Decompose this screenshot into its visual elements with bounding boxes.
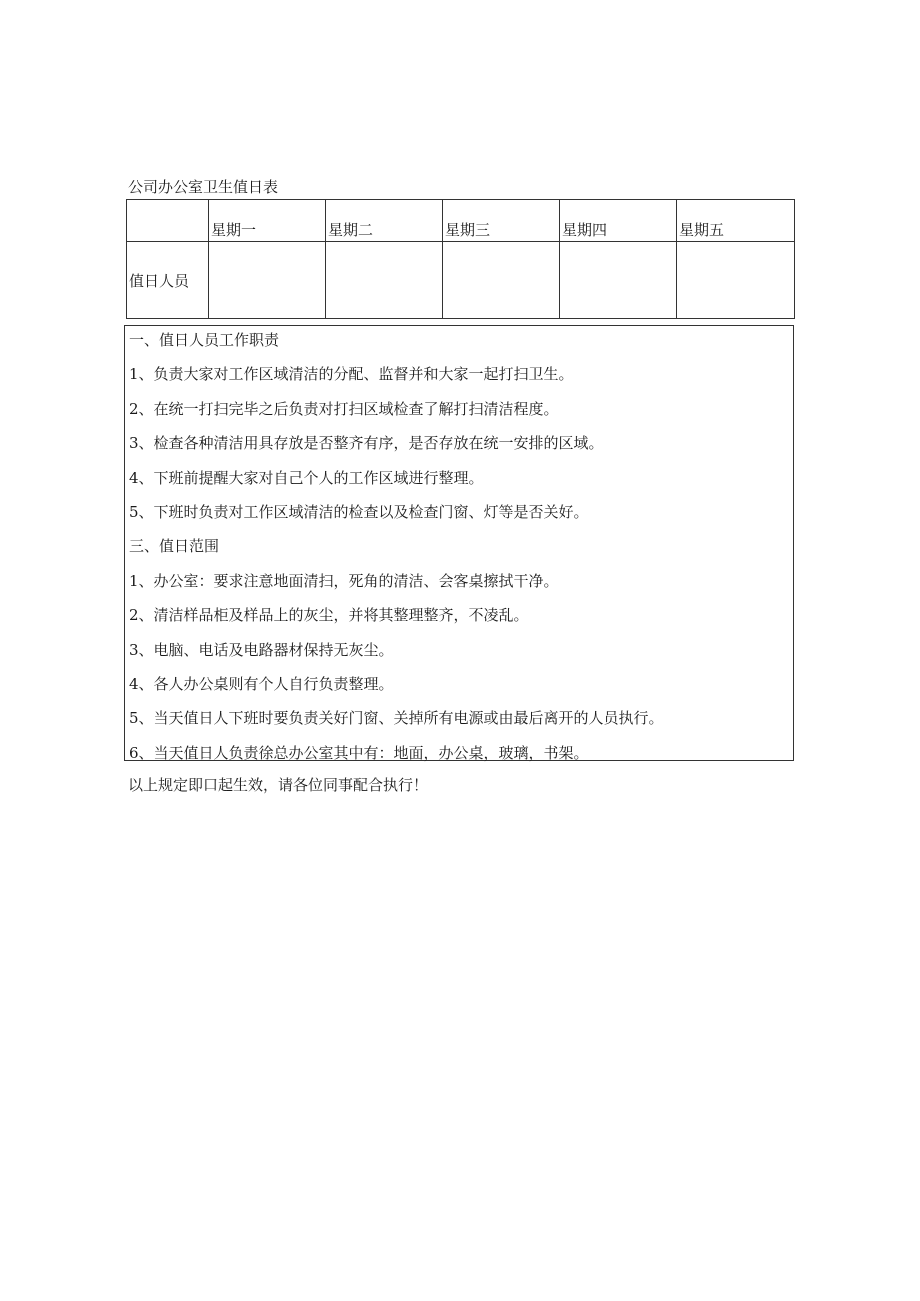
duty-cell-tuesday bbox=[326, 242, 443, 319]
rule-item: 1、负责大家对工作区域清洁的分配、监督并和大家一起打扫卫生。 bbox=[129, 365, 574, 384]
rule-item: 4、各人办公桌则有个人自行负责整理。 bbox=[129, 674, 394, 693]
rule-item: 3、检查各种清洁用具存放是否整齐有序，是否存放在统一安排的区域。 bbox=[129, 434, 604, 453]
footer-note: 以上规定即口起生效，请各位同事配合执行！ bbox=[128, 776, 429, 794]
rule-item: 1、办公室：要求注意地面清扫，死角的清洁、会客桌擦拭干净。 bbox=[129, 571, 559, 590]
header-monday: 星期一 bbox=[209, 200, 326, 242]
header-thursday: 星期四 bbox=[560, 200, 677, 242]
rule-item: 4、下班前提醒大家对自己个人的工作区域进行整理。 bbox=[129, 468, 484, 487]
rule-item: 5、下班时负责对工作区域清洁的检查以及检查门窗、灯等是否关好。 bbox=[129, 502, 589, 521]
rule-item: 2、清洁样品柜及样品上的灰尘，并将其整理整齐，不凌乱。 bbox=[129, 606, 529, 625]
duty-staff-label: 值日人员 bbox=[127, 242, 209, 319]
duty-staff-row bbox=[127, 242, 795, 319]
table-header-row bbox=[127, 200, 795, 242]
duty-cell-monday bbox=[209, 242, 326, 319]
header-friday: 星期五 bbox=[677, 200, 795, 242]
section-heading-duties: 一、值日人员工作职责 bbox=[129, 331, 280, 349]
rule-item: 3、电脑、电话及电路器材保持无灰尘。 bbox=[129, 640, 394, 659]
rules-box bbox=[124, 325, 794, 761]
header-wednesday: 星期三 bbox=[443, 200, 560, 242]
rule-item: 6、当天值日人负责徐总办公室其中有：地面，办公桌，玻璃，书架。 bbox=[129, 743, 589, 762]
rule-item: 2、在统一打扫完毕之后负责对打扫区域检查了解打扫清洁程度。 bbox=[129, 399, 559, 418]
header-tuesday: 星期二 bbox=[326, 200, 443, 242]
duty-cell-thursday bbox=[560, 242, 677, 319]
document-title: 公司办公室卫生值日表 bbox=[128, 178, 279, 196]
duty-schedule-table bbox=[126, 199, 795, 319]
duty-cell-friday bbox=[677, 242, 795, 319]
rule-item: 5、当天值日人下班时要负责关好门窗、关掉所有电源或由最后离开的人员执行。 bbox=[129, 709, 664, 728]
section-heading-scope: 三、值日范围 bbox=[129, 537, 220, 556]
duty-cell-wednesday bbox=[443, 242, 560, 319]
header-corner-cell bbox=[127, 200, 209, 242]
